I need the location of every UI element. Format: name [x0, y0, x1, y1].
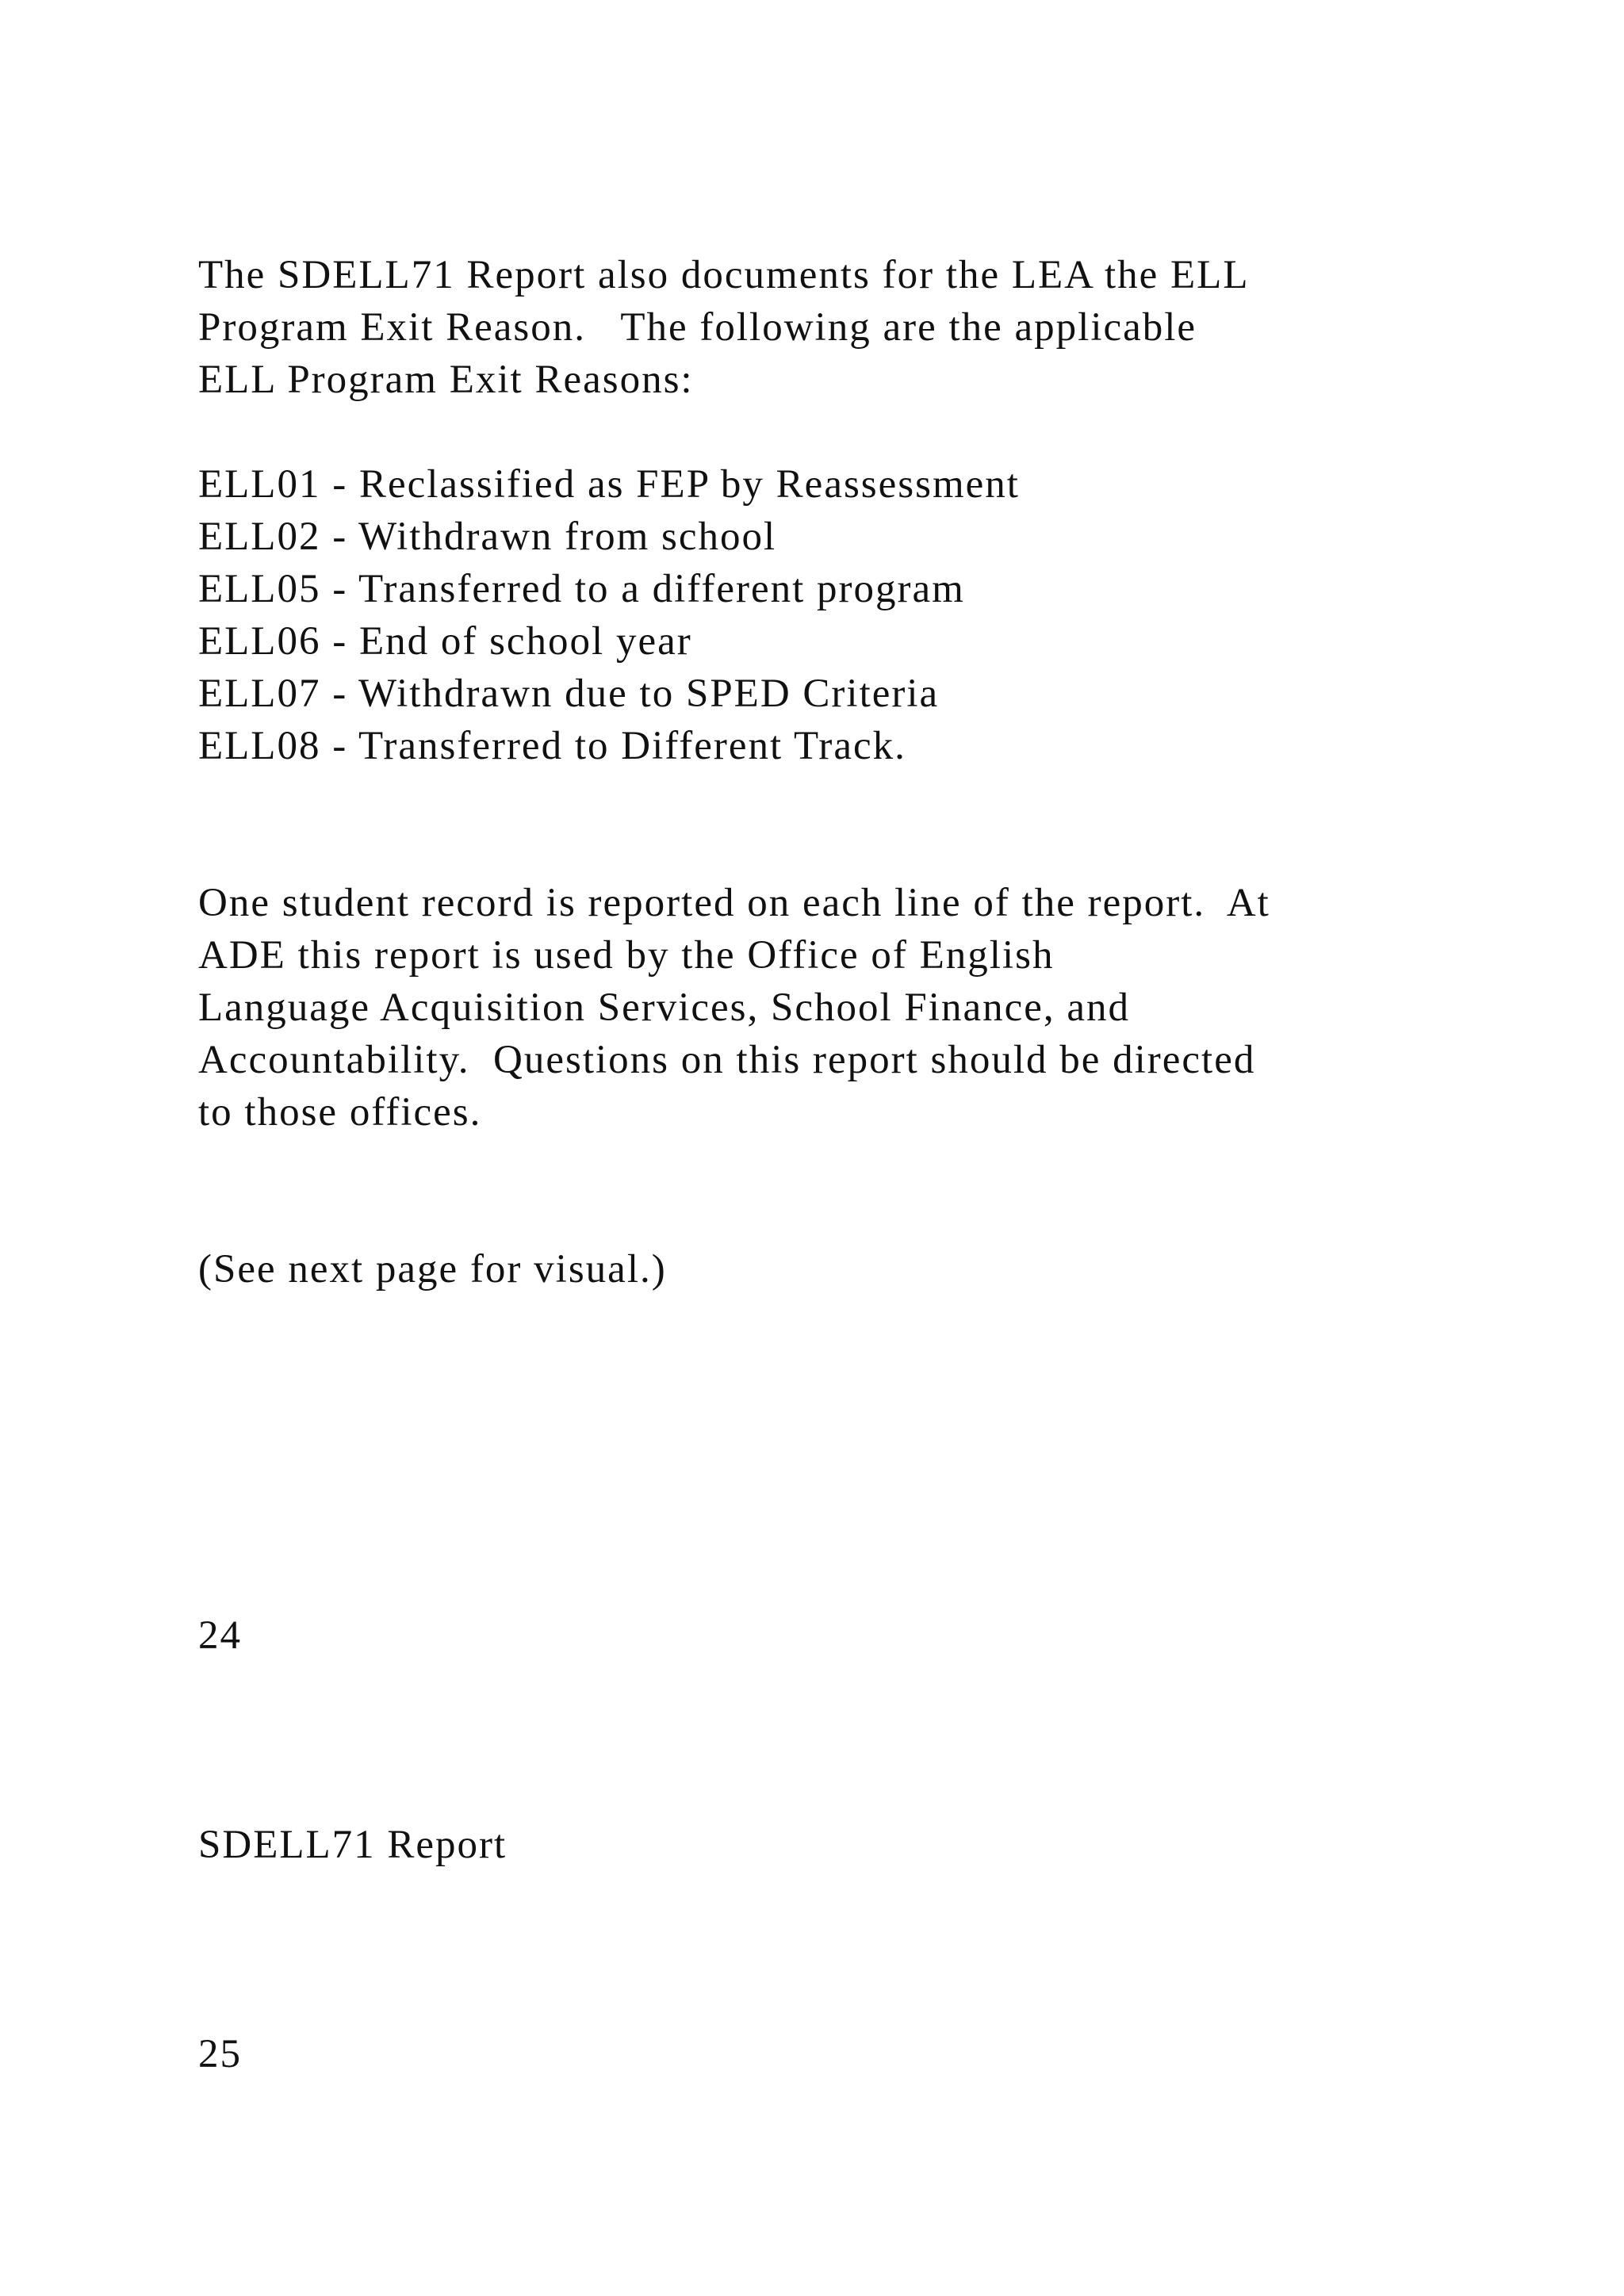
usage-line-1: One student record is reported on each line of the report. At — [198, 881, 1270, 925]
usage-line-2: ADE this report is used by the Office of English — [198, 933, 1055, 978]
page-number-25: 25 — [198, 2032, 242, 2076]
intro-line-1: The SDELL71 Report also documents for the LEA the ELL — [198, 253, 1250, 297]
exit-reason-ell06: ELL06 - End of school year — [198, 619, 692, 664]
usage-line-4: Accountability. Questions on this report should be directed — [198, 1038, 1256, 1082]
intro-line-3: ELL Program Exit Reasons: — [198, 358, 694, 402]
usage-line-5: to those offices. — [198, 1090, 482, 1135]
report-label: SDELL71 Report — [198, 1823, 508, 1867]
intro-line-2: Program Exit Reason. The following are the applicable — [198, 305, 1197, 350]
see-next-page-note: (See next page for visual.) — [198, 1247, 667, 1292]
exit-reason-ell07: ELL07 - Withdrawn due to SPED Criteria — [198, 672, 940, 716]
page-number-24: 24 — [198, 1613, 242, 1658]
exit-reason-ell08: ELL08 - Transferred to Different Track. — [198, 724, 906, 768]
usage-line-3: Language Acquisition Services, School Finance, and — [198, 985, 1131, 1030]
exit-reason-ell01: ELL01 - Reclassified as FEP by Reassessment — [198, 462, 1020, 507]
exit-reason-ell05: ELL05 - Transferred to a different program — [198, 567, 965, 611]
exit-reason-ell02: ELL02 - Withdrawn from school — [198, 515, 777, 559]
